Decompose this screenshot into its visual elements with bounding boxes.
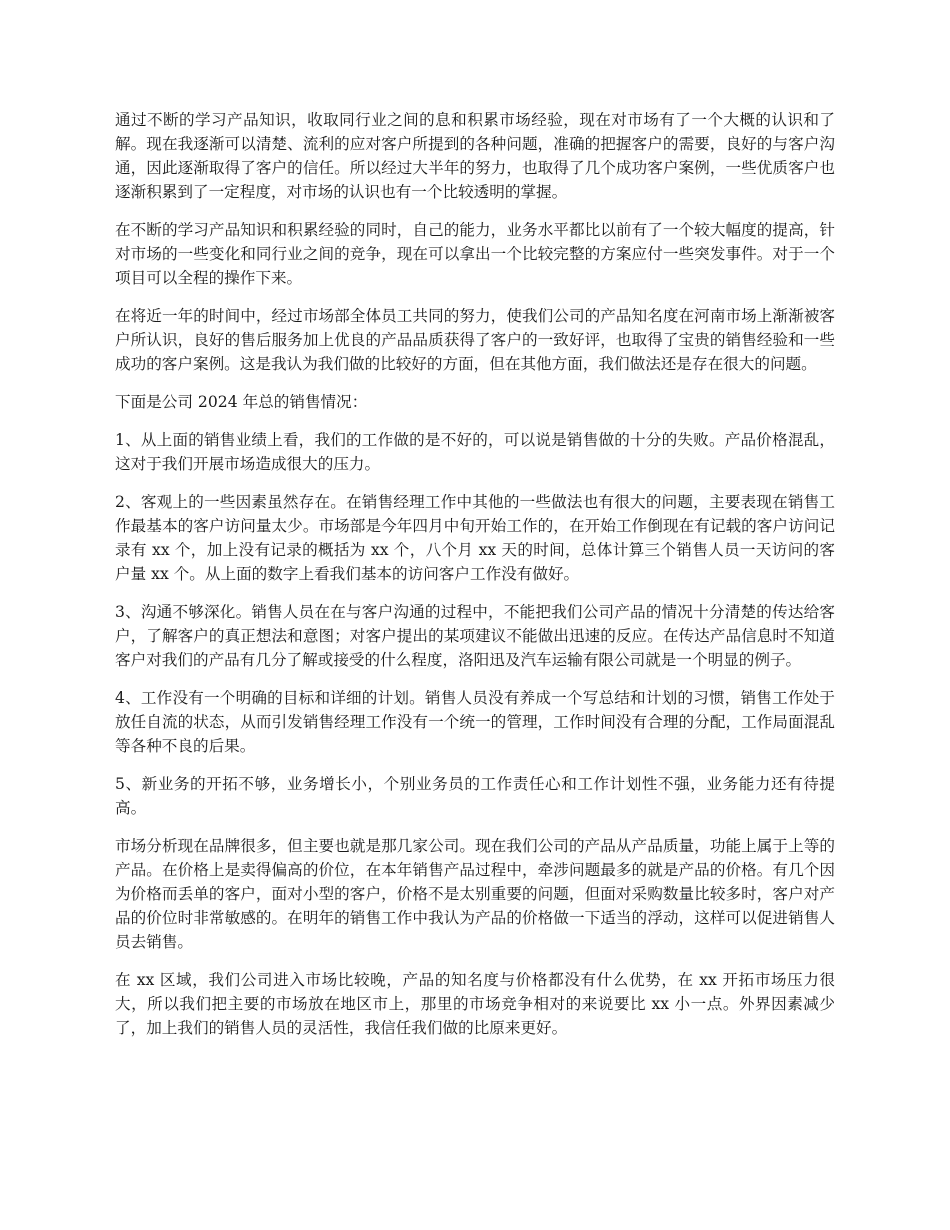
paragraph-point-2: 2、客观上的一些因素虽然存在。在销售经理工作中其他的一些做法也有很大的问题，主要表现在销售工作最基本的客户访问量太少。市场部是今年四月中旬开始工作的，在开始工作倒现在有记载的客户访问记录有 xx 个，加上没有记录的概括为 xx 个，八个月 xx 天的时间，总体计算三个销售人员一天访问的客户量 xx 个。从上面的数字上看我们基本的访问客户工作没有做好。 bbox=[115, 493, 835, 583]
paragraph-point-5: 5、新业务的开拓不够，业务增长小，个别业务员的工作责任心和工作计划性不强，业务能力还有待提高。 bbox=[115, 775, 835, 817]
paragraph-sales-heading: 下面是公司 2024 年总的销售情况： bbox=[115, 393, 368, 411]
paragraph-region: 在 xx 区域，我们公司进入市场比较晚，产品的知名度与价格都没有什么优势，在 xx 开拓市场压力很大，所以我们把主要的市场放在地区市上，那里的市场竞争相对的来说要比 xx 小一点。外界因素减少了，加上我们的销售人员的灵活性，我信任我们做的比原来更好。 bbox=[115, 971, 835, 1037]
paragraph-point-3: 3、沟通不够深化。销售人员在在与客户沟通的过程中，不能把我们公司产品的情况十分清楚的传达给客户，了解客户的真正想法和意图；对客户提出的某项建议不能做出迅速的反应。在传达产品信息时不知道客户对我们的产品有几分了解或接受的什么程度，洛阳迅及汽车运输有限公司就是一个明显的例子。 bbox=[115, 603, 835, 669]
paragraph-point-1: 1、从上面的销售业绩上看，我们的工作做的是不好的，可以说是销售做的十分的失败。产品价格混乱，这对于我们开展市场造成很大的压力。 bbox=[115, 431, 835, 473]
paragraph-market-team: 在将近一年的时间中，经过市场部全体员工共同的努力，使我们公司的产品知名度在河南市场上渐渐被客户所认识，良好的售后服务加上优良的产品品质获得了客户的一致好评，也取得了宝贵的销售经验和一些成功的客户案例。这是我认为我们做的比较好的方面，但在其他方面，我们做法还是存在很大的问题。 bbox=[115, 307, 835, 373]
paragraph-intro: 通过不断的学习产品知识，收取同行业之间的息和积累市场经验，现在对市场有了一个大概的认识和了解。现在我逐渐可以清楚、流利的应对客户所提到的各种问题，准确的把握客户的需要，良好的与客户沟通，因此逐渐取得了客户的信任。所以经过大半年的努力，也取得了几个成功客户案例，一些优质客户也逐渐积累到了一定程度，对市场的认识也有一个比较透明的掌握。 bbox=[115, 111, 835, 201]
paragraph-point-4: 4、工作没有一个明确的目标和详细的计划。销售人员没有养成一个写总结和计划的习惯，销售工作处于放任自流的状态，从而引发销售经理工作没有一个统一的管理，工作时间没有合理的分配，工作局面混乱等各种不良的后果。 bbox=[115, 689, 835, 755]
paragraph-market-analysis: 市场分析现在品牌很多，但主要也就是那几家公司。现在我们公司的产品从产品质量，功能上属于上等的产品。在价格上是卖得偏高的价位，在本年销售产品过程中，牵涉问题最多的就是产品的价格。有几个因为价格而丢单的客户，面对小型的客户，价格不是太别重要的问题，但面对采购数量比较多时，客户对产品的价位时非常敏感的。在明年的销售工作中我认为产品的价格做一下适当的浮动，这样可以促进销售人员去销售。 bbox=[115, 837, 835, 951]
document-body bbox=[115, 108, 835, 1054]
paragraph-ability: 在不断的学习产品知识和积累经验的同时，自己的能力，业务水平都比以前有了一个较大幅度的提高，针对市场的一些变化和同行业之间的竞争，现在可以拿出一个比较完整的方案应付一些突发事件。对于一个项目可以全程的操作下来。 bbox=[115, 221, 835, 287]
